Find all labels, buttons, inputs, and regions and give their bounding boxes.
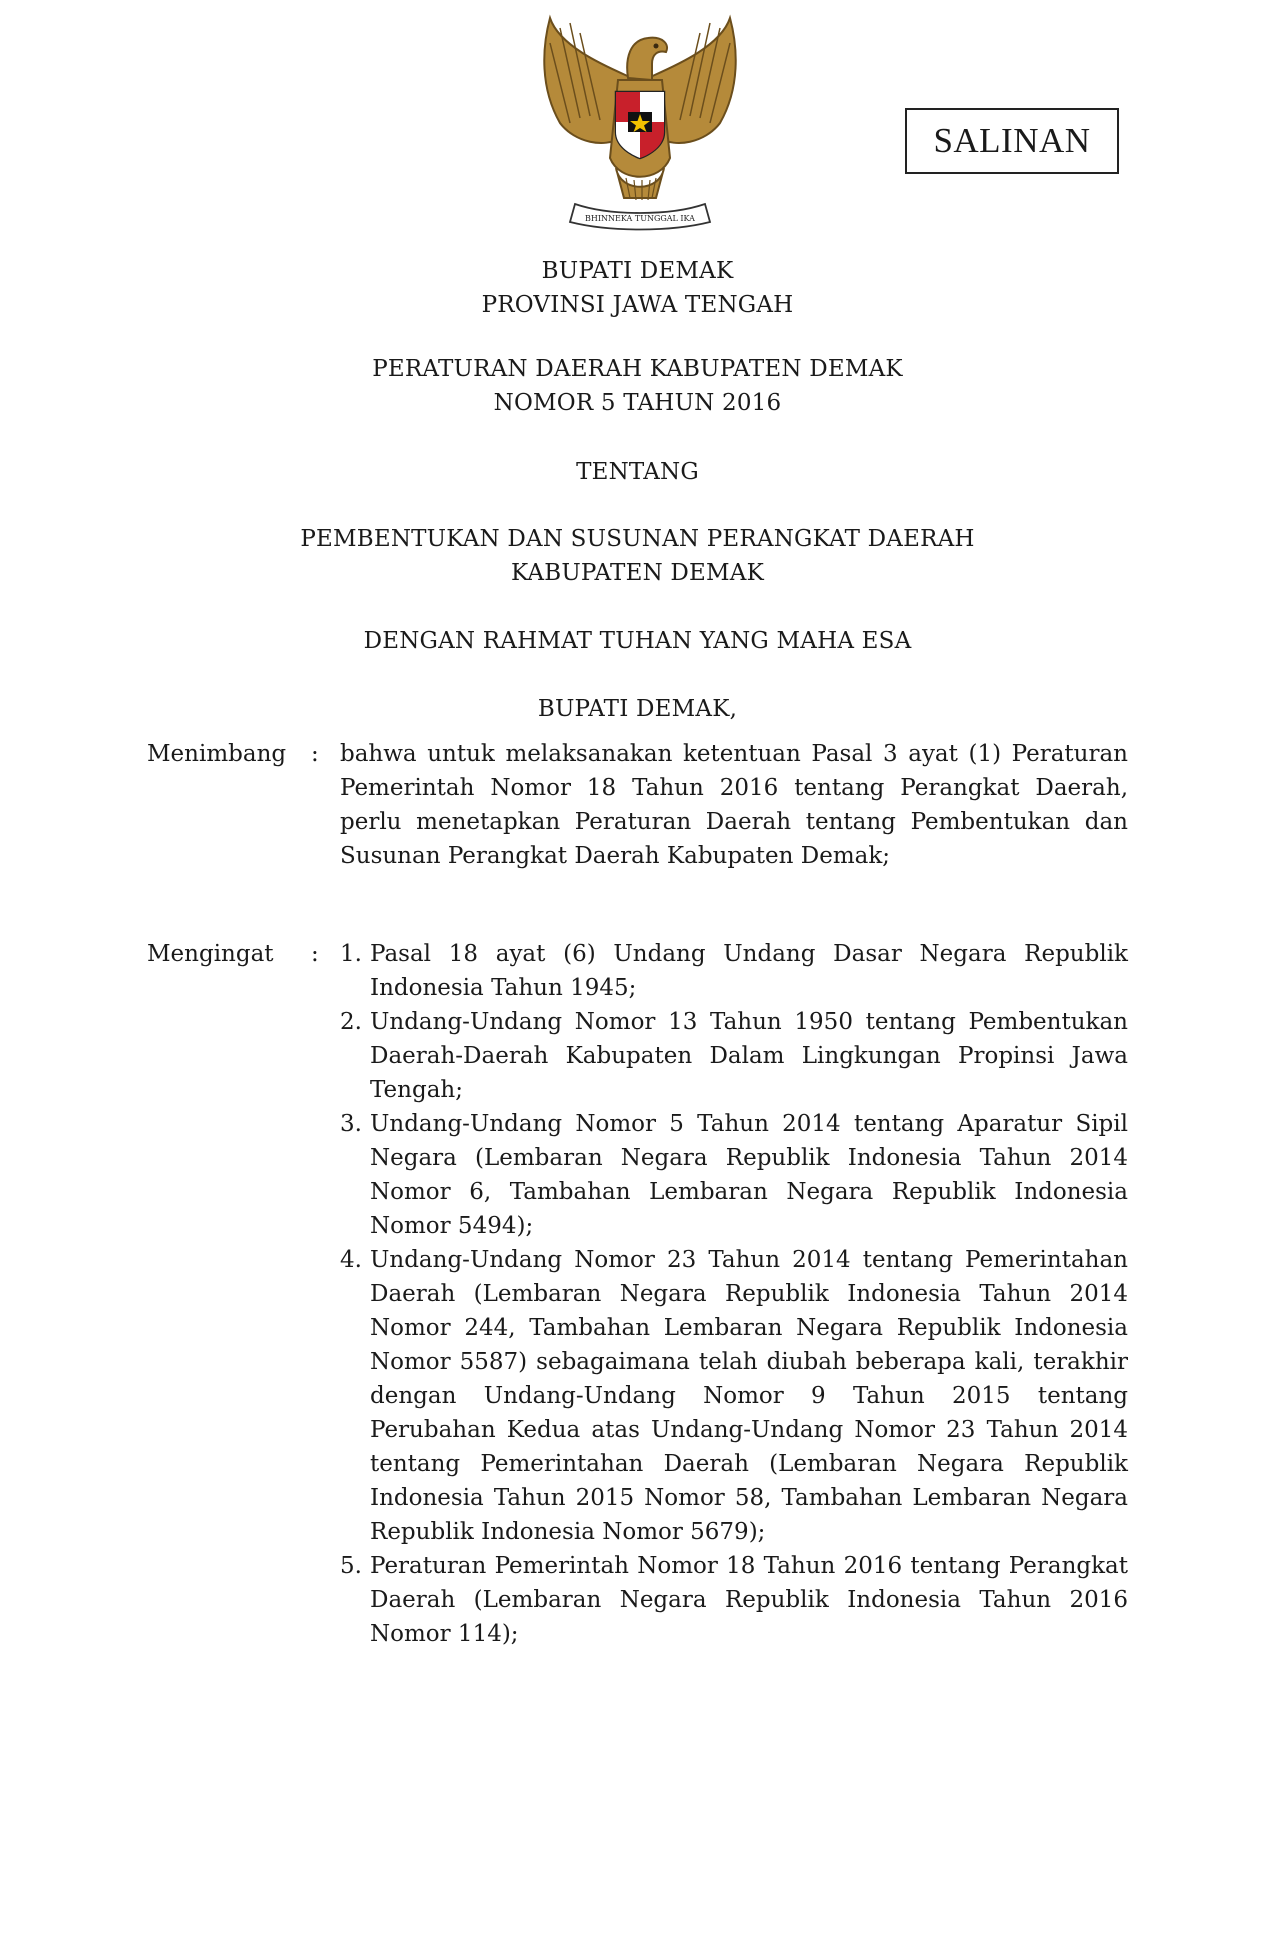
regulation-title: PERATURAN DAERAH KABUPATEN DEMAK xyxy=(372,356,903,382)
list-item-number: 5. xyxy=(340,1553,362,1579)
garuda-pancasila-emblem-icon xyxy=(520,8,760,234)
list-item-number: 2. xyxy=(340,1009,362,1035)
subject-line-1: PEMBENTUKAN DAN SUSUNAN PERANGKAT DAERAH xyxy=(300,526,975,552)
authority-heading xyxy=(0,692,1275,726)
list-item-text: Undang-Undang Nomor 5 Tahun 2014 tentang Aparatur Sipil Negara (Lembaran Negara Republik Indonesia Tahun 2014 Nomor 6, Tambahan Lembaran Negara Republik Indonesia Nomor 5494); xyxy=(370,1111,1128,1239)
preamble-text: DENGAN RAHMAT TUHAN YANG MAHA ESA xyxy=(363,628,912,654)
list-item-text: Undang-Undang Nomor 13 Tahun 1950 tentang Pembentukan Daerah-Daerah Kabupaten Dalam Lingkungan Propinsi Jawa Tengah; xyxy=(370,1009,1128,1103)
list-item xyxy=(340,1549,1128,1651)
mengingat-colon: : xyxy=(311,941,319,967)
list-item xyxy=(340,1243,1128,1549)
mengingat-label: Mengingat xyxy=(147,941,274,967)
regulation-number: NOMOR 5 TAHUN 2016 xyxy=(493,390,782,416)
list-item-number: 1. xyxy=(340,941,362,967)
list-item-text: Undang-Undang Nomor 23 Tahun 2014 tentang Pemerintahan Daerah (Lembaran Negara Republik Indonesia Tahun 2014 Nomor 244, Tambahan Lembaran Negara Republik Indonesia Nomor 5587) sebagaimana telah diubah beberapa kali, terakhir dengan Undang-Undang Nomor 9 Tahun 2015 tentang Perubahan Kedua atas Undang-Undang Nomor 23 Tahun 2014 tentang Pemerintahan Daerah (Lembaran Negara Republik Indonesia Tahun 2015 Nomor 58, Tambahan Lembaran Negara Republik Indonesia Nomor 5679); xyxy=(370,1247,1128,1545)
menimbang-text: bahwa untuk melaksanakan ketentuan Pasal 3 ayat (1) Peraturan Pemerintah Nomor 18 Tahun 2016 tentang Perangkat Daerah, perlu menetapkan Peraturan Daerah tentang Pembentukan dan Susunan Perangkat Daerah Kabupaten Demak; xyxy=(340,741,1128,869)
issuer-title: BUPATI DEMAK xyxy=(541,258,734,284)
list-item xyxy=(340,1005,1128,1107)
issuer-heading xyxy=(0,254,1275,322)
about-heading xyxy=(0,455,1275,489)
list-item-number: 3. xyxy=(340,1111,362,1137)
list-item xyxy=(340,937,1128,1005)
about-label: TENTANG xyxy=(576,459,699,485)
copy-stamp: SALINAN xyxy=(905,108,1119,174)
list-item-number: 4. xyxy=(340,1247,362,1273)
mengingat-list xyxy=(340,937,1128,1651)
preamble-heading xyxy=(0,624,1275,658)
list-item xyxy=(340,1107,1128,1243)
list-item-text: Peraturan Pemerintah Nomor 18 Tahun 2016 tentang Perangkat Daerah (Lembaran Negara Republik Indonesia Tahun 2016 Nomor 114); xyxy=(370,1553,1128,1647)
subject-line-2: KABUPATEN DEMAK xyxy=(510,560,764,586)
province-title: PROVINSI JAWA TENGAH xyxy=(481,292,794,318)
menimbang-label: Menimbang xyxy=(147,741,287,767)
list-item-text: Pasal 18 ayat (6) Undang Undang Dasar Negara Republik Indonesia Tahun 1945; xyxy=(370,941,1128,1001)
emblem-motto: BHINNEKA TUNGGAL IKA xyxy=(585,214,695,223)
subject-heading xyxy=(0,522,1275,590)
regulation-heading xyxy=(0,352,1275,420)
menimbang-colon: : xyxy=(311,741,319,767)
authority-text: BUPATI DEMAK, xyxy=(537,696,738,722)
